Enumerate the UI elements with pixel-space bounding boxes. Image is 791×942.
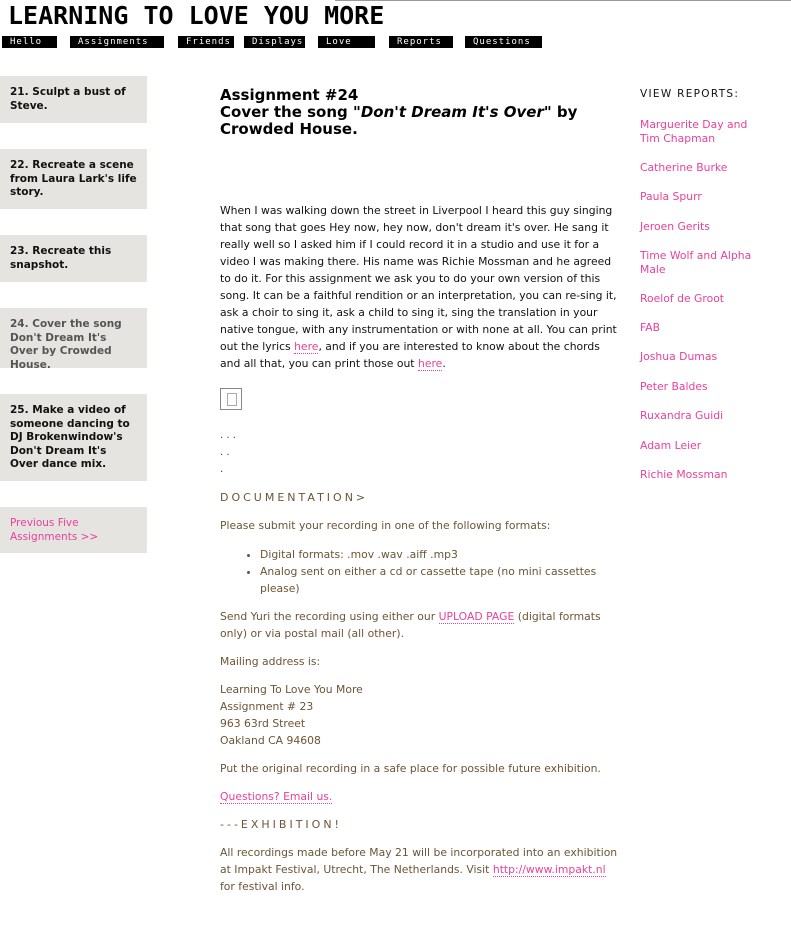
documentation-intro: Please submit your recording in one of the following formats: bbox=[220, 519, 551, 532]
format-analog: • Analog sent on either a cd or cassette tape (no mini cassettes please) bbox=[260, 563, 630, 597]
previous-assignments-box bbox=[0, 507, 147, 553]
address-line-3: 963 63rd Street bbox=[220, 717, 306, 730]
nav-friends[interactable]: Friends bbox=[178, 36, 234, 48]
report-link[interactable]: Richie Mossman bbox=[640, 468, 728, 481]
broken-image-icon[interactable] bbox=[220, 388, 242, 410]
sidebar-item-21[interactable]: 21. Sculpt a bust of Steve. bbox=[0, 76, 147, 123]
report-link[interactable]: Paula Spurr bbox=[640, 190, 702, 203]
report-link[interactable]: Catherine Burke bbox=[640, 161, 728, 174]
dots-line-1: . . . bbox=[220, 430, 236, 441]
chords-link[interactable]: here bbox=[417, 357, 443, 370]
address-line-2: Assignment # 23 bbox=[220, 700, 314, 713]
nav-reports[interactable]: Reports bbox=[389, 36, 453, 48]
nav-questions[interactable]: Questions bbox=[465, 36, 542, 48]
sidebar-item-23[interactable]: 23. Recreate this snapshot. bbox=[0, 235, 147, 282]
previous-assignments-link[interactable]: Previous Five Assignments >> bbox=[10, 517, 99, 543]
address-line-1: Learning To Love You More bbox=[220, 683, 363, 696]
formats-list bbox=[240, 546, 630, 597]
top-rule bbox=[335, 0, 791, 1]
report-link[interactable]: Peter Baldes bbox=[640, 380, 708, 393]
report-link[interactable]: Adam Leier bbox=[640, 439, 702, 452]
nav-hello[interactable]: Hello bbox=[2, 36, 57, 48]
description-text-3: . bbox=[442, 357, 446, 370]
dots-line-3: . bbox=[220, 464, 224, 475]
exhibition-text bbox=[220, 844, 622, 895]
report-link[interactable]: Jeroen Gerits bbox=[640, 220, 710, 233]
sidebar-item-22[interactable]: 22. Recreate a scene from Laura Lark's life story. bbox=[0, 149, 147, 209]
report-link[interactable]: Roelof de Groot bbox=[640, 292, 725, 305]
address-line-4: Oakland CA 94608 bbox=[220, 734, 321, 747]
report-link[interactable]: Time Wolf and Alpha Male bbox=[640, 249, 752, 276]
questions-email-link[interactable]: Questions? Email us. bbox=[220, 790, 333, 803]
impakt-link[interactable]: http://www.impakt.nl bbox=[492, 863, 606, 876]
dots-line-2: . . bbox=[220, 447, 230, 458]
lyrics-link[interactable]: here bbox=[294, 340, 319, 353]
send-instructions bbox=[220, 608, 622, 642]
questions-line bbox=[220, 788, 622, 805]
assignment-title-pre: Cover the song bbox=[220, 103, 354, 121]
report-link[interactable]: Ruxandra Guidi bbox=[640, 409, 724, 422]
report-link[interactable]: Marguerite Day and Tim Chapman bbox=[640, 118, 748, 145]
assignment-heading bbox=[220, 87, 620, 138]
assignment-song-title: "Don't Dream It's Over" bbox=[353, 103, 552, 121]
site-title: LEARNING TO LOVE YOU MORE bbox=[8, 1, 385, 30]
mailing-address bbox=[220, 681, 622, 749]
assignment-title-post: by Crowded House. bbox=[220, 103, 578, 138]
report-link[interactable]: FAB bbox=[640, 321, 661, 334]
format-digital: • Digital formats: .mov .wav .aiff .mp3 bbox=[260, 546, 630, 563]
upload-page-link[interactable]: UPLOAD PAGE bbox=[438, 610, 515, 623]
exhibition-heading: ---EXHIBITION! bbox=[220, 818, 342, 831]
nav-displays[interactable]: Displays bbox=[244, 36, 305, 48]
nav-assignments[interactable]: Assignments bbox=[70, 36, 164, 48]
report-link[interactable]: Joshua Dumas bbox=[640, 350, 718, 363]
send-text-post: (digital formats only) or via postal mail (all other). bbox=[220, 610, 601, 640]
description-text-1: When I was walking down the street in Liverpool I heard this guy singing that song that goes Hey now, hey now, don't dream it's over. He sang it really well so I asked him if I could record it in a studio and use it for a video I was making there. His name was Richie Mossman and he agreed to do it. For this assignment we ask you to do your own version of this song. It can be a faithful rendition or an interpretation, you can re-sing it, ask a choir to sing it, ask a child to sing it, sing the translation in your native tongue, with any instrumentation or with none at all. You can print out the lyrics bbox=[220, 204, 617, 353]
assignment-number: Assignment #24 bbox=[220, 86, 359, 104]
send-text-pre: Send Yuri the recording using either our bbox=[220, 610, 439, 623]
description-text-2: , and if you are interested to know about the chords and all that, you can print those out bbox=[220, 340, 600, 370]
nav-love[interactable]: Love bbox=[318, 36, 375, 48]
exhibition-text-pre: All recordings made before May 21 will be incorporated into an exhibition at Impakt Festival, Utrecht, The Netherlands. Visit bbox=[220, 846, 618, 876]
documentation-heading: DOCUMENTATION> bbox=[220, 491, 369, 504]
exhibition-text-post: for festival info. bbox=[220, 880, 305, 893]
mailing-label: Mailing address is: bbox=[220, 655, 321, 668]
view-reports-heading: VIEW REPORTS: bbox=[640, 88, 740, 100]
safe-place-note: Put the original recording in a safe place for possible future exhibition. bbox=[220, 762, 601, 775]
sidebar-item-25[interactable]: 25. Make a video of someone dancing to DJ Brokenwindow's Don't Dream It's Over dance mix. bbox=[0, 394, 147, 481]
sidebar-item-24-current: 24. Cover the song Don't Dream It's Over by Crowded House. bbox=[0, 308, 147, 368]
assignment-description bbox=[220, 202, 622, 372]
